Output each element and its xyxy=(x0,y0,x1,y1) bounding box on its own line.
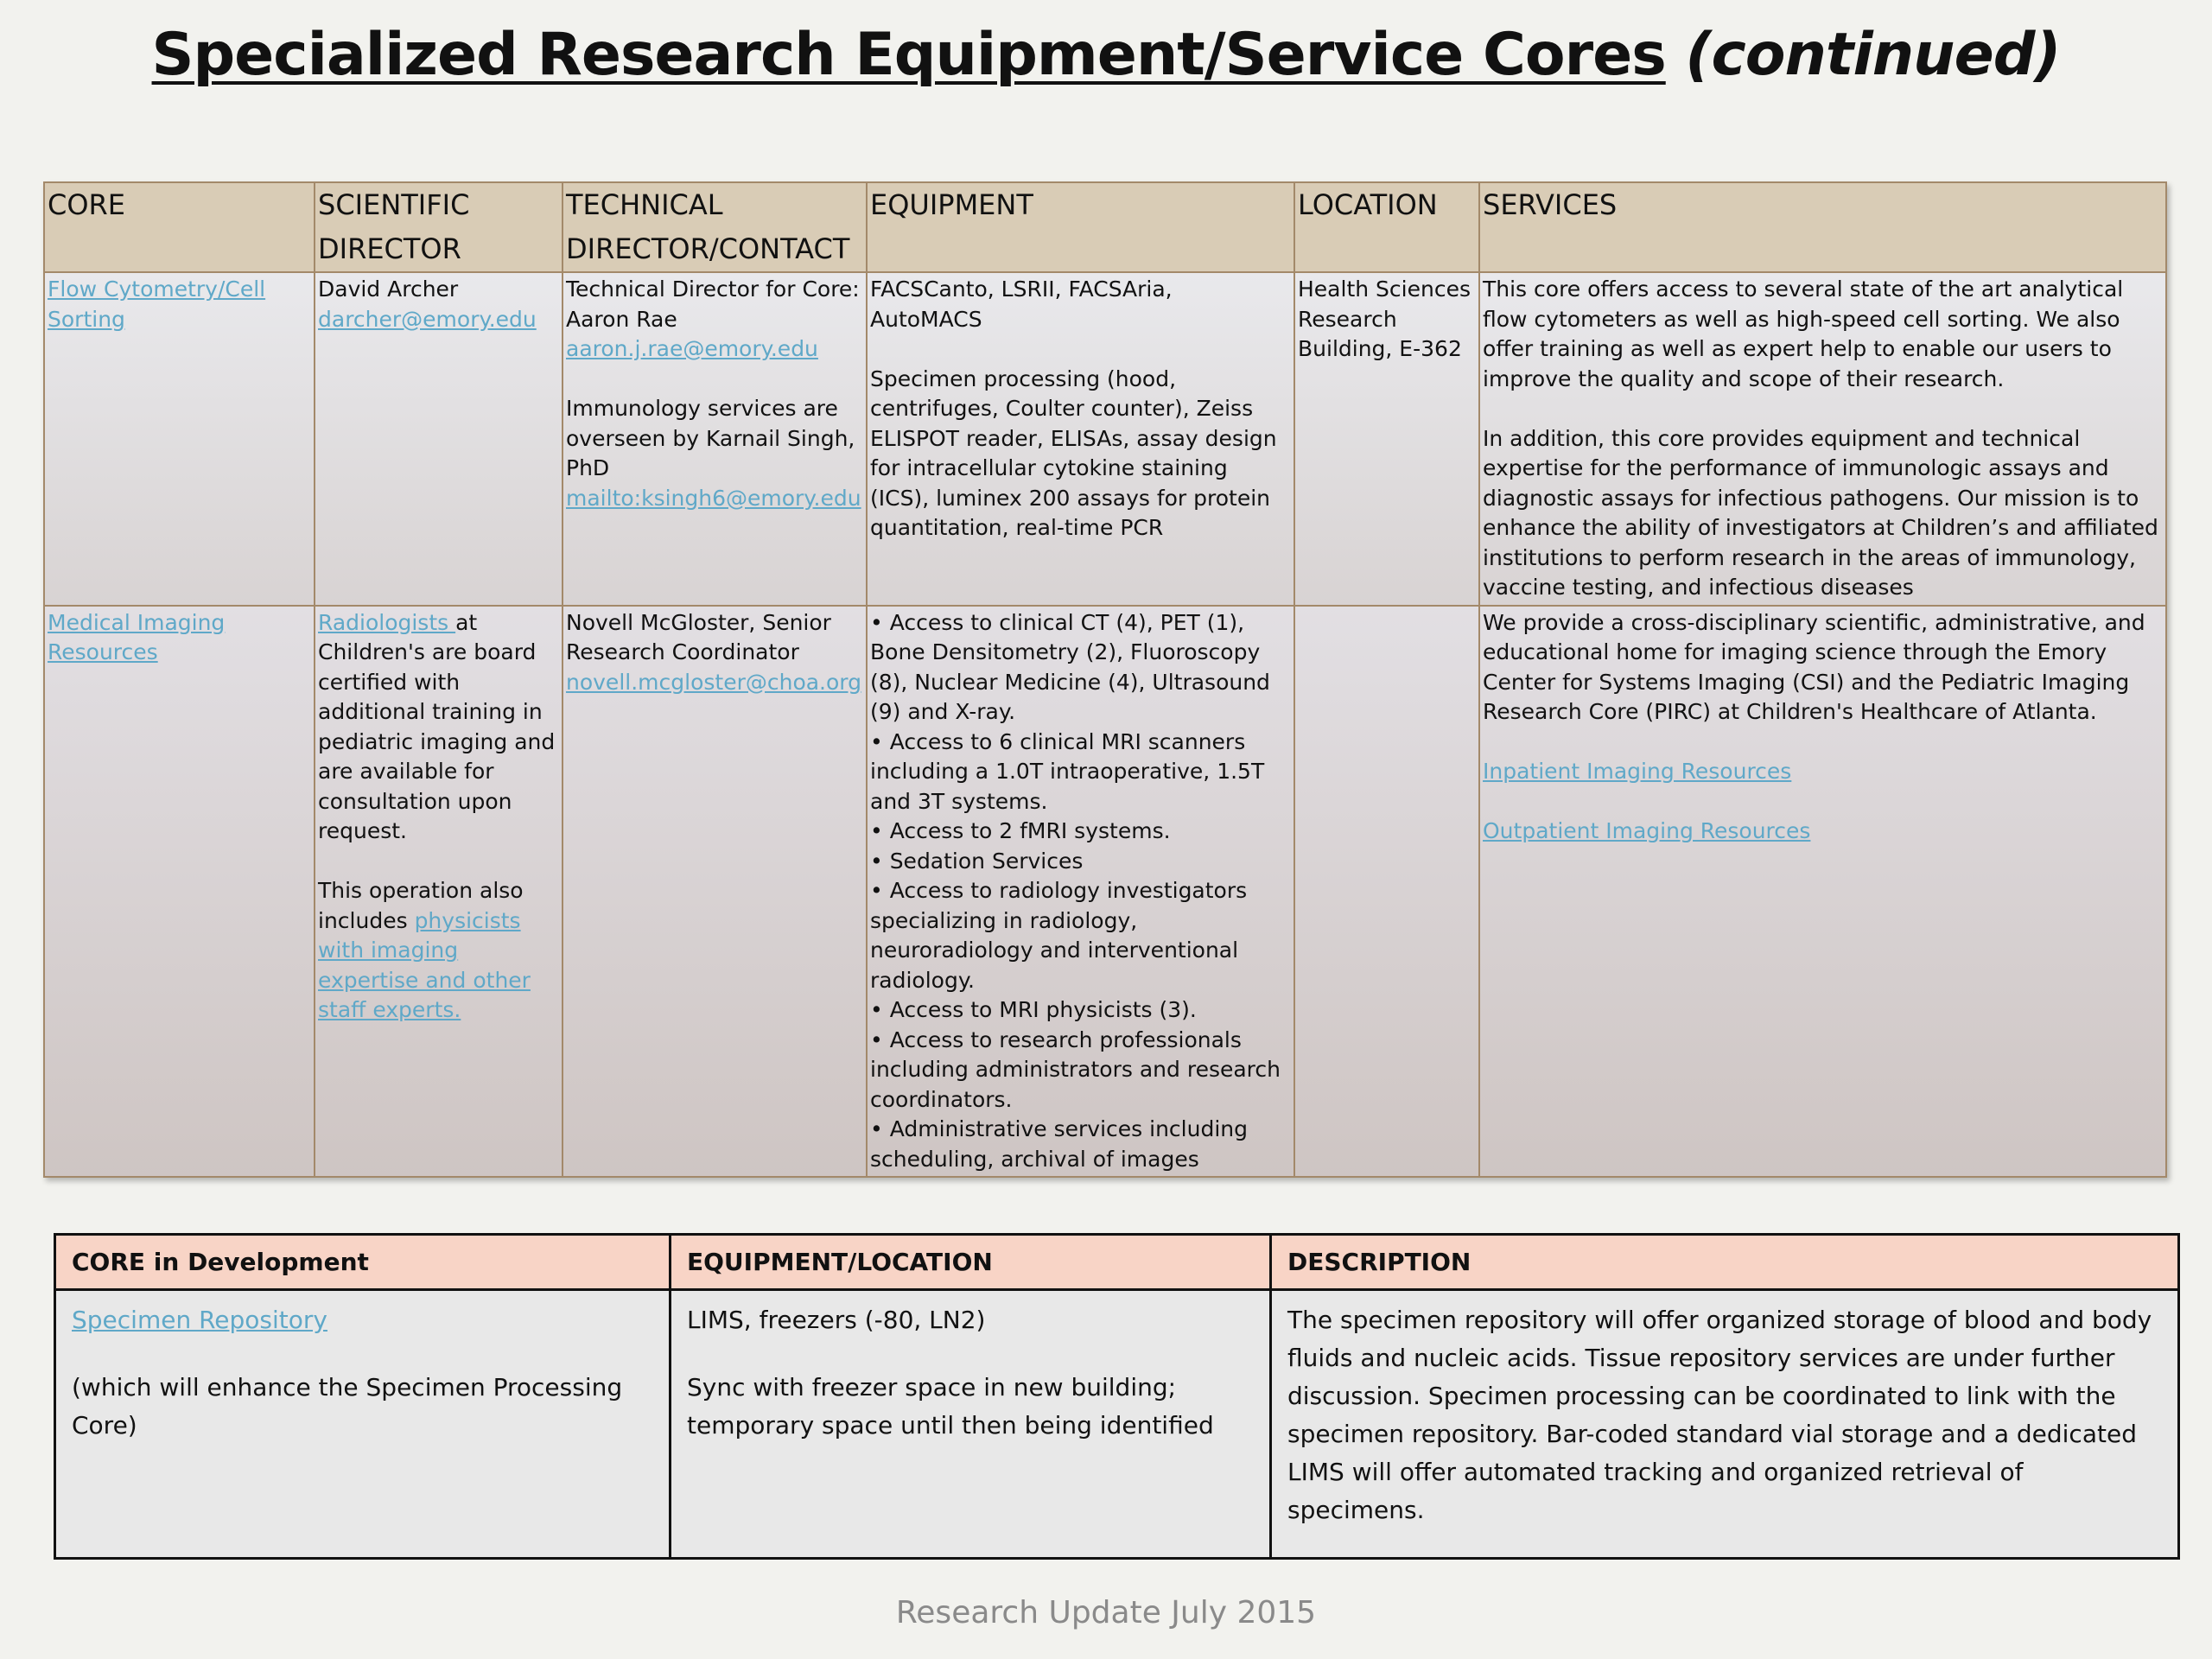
equipment-item: • Access to clinical CT (4), PET (1), Bone Densitometry (2), Fluoroscopy (8), Nuclear Medicine (4), Ultrasound (9) and X-ray. xyxy=(870,609,1270,724)
sci-director-note: This operation also includes xyxy=(318,878,524,933)
core-table-header xyxy=(44,182,2166,272)
outpatient-imaging-link[interactable]: Outpatient Imaging Resources xyxy=(1483,818,1811,843)
core-link-medical-imaging[interactable]: Medical Imaging Resources xyxy=(48,609,226,664)
header-core: CORE xyxy=(44,182,315,272)
equipment-text-1: FACSCanto, LSRII, FACSAria, AutoMACS xyxy=(870,276,1173,332)
dev-core-note: (which will enhance the Specimen Processing Core) xyxy=(72,1373,623,1440)
core-table xyxy=(43,181,2167,1178)
tech-director-email-link[interactable]: aaron.j.rae@emory.edu xyxy=(566,336,818,361)
header-technical-director: TECHNICAL DIRECTOR/CONTACT xyxy=(563,182,867,272)
physicists-link[interactable]: physicists with imaging expertise and other staff experts. xyxy=(318,907,531,1022)
header-description: DESCRIPTION xyxy=(1271,1235,2179,1290)
development-table xyxy=(54,1233,2180,1560)
equipment-item: • Access to research professionals including administrators and research coordinators. xyxy=(870,1027,1281,1112)
dev-equipment-cell xyxy=(671,1290,1271,1559)
inpatient-imaging-link[interactable]: Inpatient Imaging Resources xyxy=(1483,759,1792,784)
equipment-cell xyxy=(867,606,1294,1178)
tech-contact-mailto-link[interactable]: mailto:ksingh6@emory.edu xyxy=(566,485,861,511)
tech-director-name: Aaron Rae xyxy=(566,306,677,332)
table-row xyxy=(44,272,2166,606)
services-text-1: This core offers access to several state of the art analytical flow cytometers as well as high-speed cell sorting. We also offer training as well as expert help to enable our users to improve the quality and scope of their research. xyxy=(1483,276,2124,391)
title-continued: (continued) xyxy=(1685,21,2061,89)
services-text-1: We provide a cross-disciplinary scientific, administrative, and educational home for imaging science through the Emory Center for Systems Imaging (CSI) and the Pediatric Imaging Research Core (PIRC) at Children's Healthcare of Atlanta. xyxy=(1483,609,2145,724)
location-cell: Health Sciences Research Building, E-362 xyxy=(1294,272,1479,606)
title-main: Specialized Research Equipment/Service Cores xyxy=(151,21,1666,89)
header-equipment: EQUIPMENT xyxy=(867,182,1294,272)
equipment-item: • Sedation Services xyxy=(870,848,1084,874)
location-cell xyxy=(1294,606,1479,1178)
services-cell xyxy=(1479,272,2166,606)
core-link-flow-cytometry[interactable]: Flow Cytometry/Cell Sorting xyxy=(48,276,266,332)
header-core-in-development: CORE in Development xyxy=(55,1235,671,1290)
equipment-item: • Access to radiology investigators specializing in radiology, neuroradiology and interventional radiology. xyxy=(870,878,1248,993)
tech-director-label: Technical Director for Core: xyxy=(566,276,860,302)
dev-equipment-text-1: LIMS, freezers (-80, LN2) xyxy=(687,1306,986,1334)
table-row xyxy=(44,606,2166,1178)
header-location: LOCATION xyxy=(1294,182,1479,272)
tech-director-note: Immunology services are overseen by Karnail Singh, PhD xyxy=(566,396,855,480)
sci-director-name: David Archer xyxy=(318,276,459,302)
scientific-director-cell xyxy=(315,606,563,1178)
technical-director-cell xyxy=(563,272,867,606)
dev-core-cell xyxy=(55,1290,671,1559)
scientific-director-cell xyxy=(315,272,563,606)
sci-director-email-link[interactable]: darcher@emory.edu xyxy=(318,306,537,332)
dev-description-cell: The specimen repository will offer organized storage of blood and body fluids and nucleic acids. Tissue repository services are under further discussion. Specimen processing can be coordinated to link with the specimen repository. Bar-coded standard vial storage and a dedicated LIMS will offer automated tracking and organized retrieval of specimens. xyxy=(1271,1290,2179,1559)
dev-equipment-text-2: Sync with freezer space in new building; temporary space until then being identified xyxy=(687,1373,1214,1440)
equipment-item: • Administrative services including scheduling, archival of images xyxy=(870,1116,1248,1172)
services-text-2: In addition, this core provides equipment and technical expertise for the performance of immunologic assays and diagnostic assays for infectious pathogens. Our mission is to enhance the ability of investigators at Children’s and affiliated institutions to perform research in the areas of immunology, vaccine testing, and infectious diseases xyxy=(1483,425,2158,600)
tech-director-name: Novell McGloster, Senior Research Coordinator xyxy=(566,609,831,664)
header-services: SERVICES xyxy=(1479,182,2166,272)
header-equipment-location: EQUIPMENT/LOCATION xyxy=(671,1235,1271,1290)
technical-director-cell xyxy=(563,606,867,1178)
radiologists-link[interactable]: Radiologists xyxy=(318,609,456,635)
core-cell xyxy=(44,272,315,606)
development-table-header xyxy=(55,1235,2179,1290)
equipment-item: • Access to MRI physicists (3). xyxy=(870,997,1197,1022)
equipment-item: • Access to 6 clinical MRI scanners including a 1.0T intraoperative, 1.5T and 3T systems. xyxy=(870,728,1265,814)
equipment-item: • Access to 2 fMRI systems. xyxy=(870,818,1171,843)
page-title xyxy=(0,19,2212,92)
specimen-repository-link[interactable]: Specimen Repository xyxy=(72,1306,327,1334)
tech-director-email-link[interactable]: novell.mcgloster@choa.org xyxy=(566,669,862,695)
core-cell xyxy=(44,606,315,1178)
equipment-text-2: Specimen processing (hood, centrifuges, Coulter counter), Zeiss ELISPOT reader, ELISAs, assay design for intracellular cytokine staining (ICS), luminex 200 assays for protein quantitation, real-time PCR xyxy=(870,365,1277,540)
header-scientific-director: SCIENTIFIC DIRECTOR xyxy=(315,182,563,272)
equipment-cell xyxy=(867,272,1294,606)
table-row xyxy=(55,1290,2179,1559)
footer: Research Update July 2015 xyxy=(895,1595,1317,1630)
sci-director-text: at Children's are board certified with additional training in pediatric imaging and are available for consultation upon request. xyxy=(318,609,556,843)
services-cell xyxy=(1479,606,2166,1178)
